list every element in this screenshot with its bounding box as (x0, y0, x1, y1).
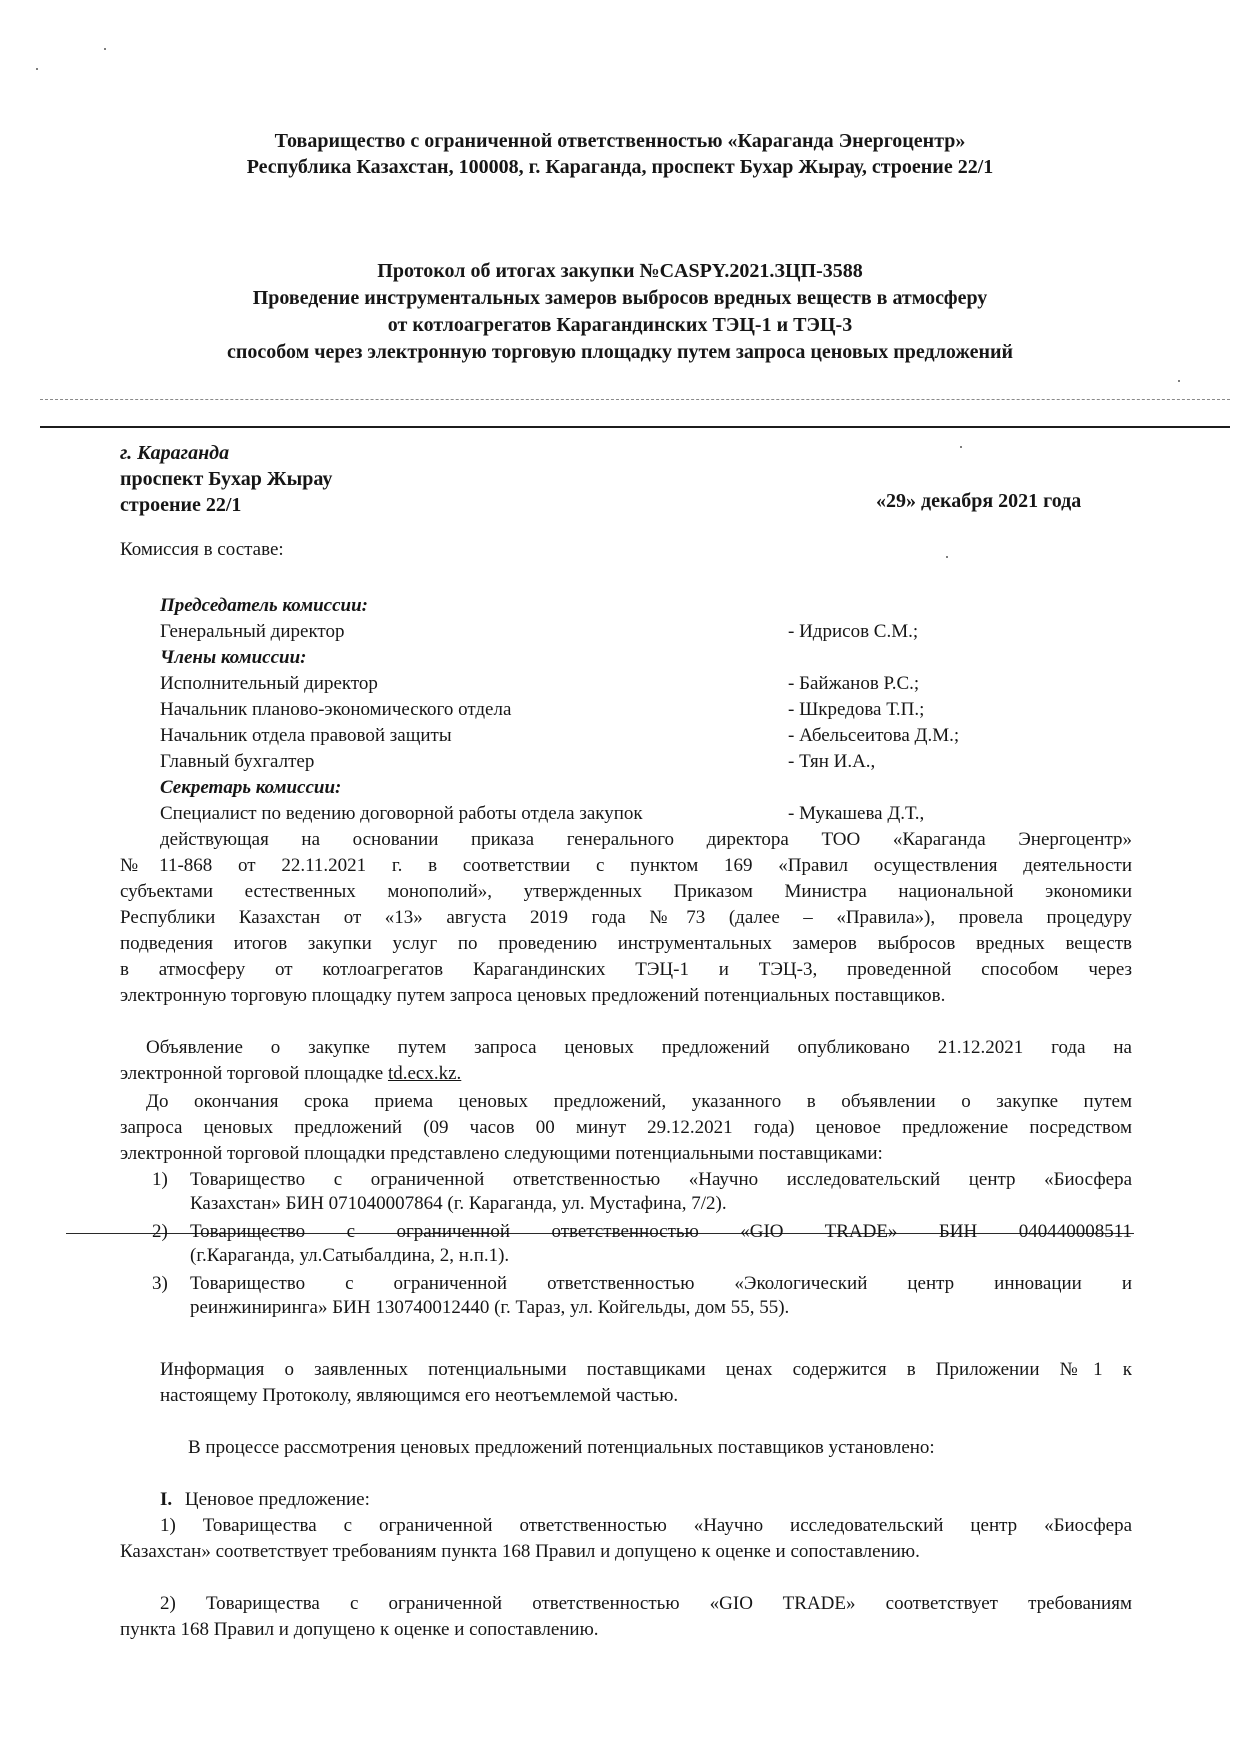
member-position: Начальник планово-экономического отдела (160, 699, 512, 720)
appendix-note-line: Информация о заявленных потенциальными поставщиками ценах содержится в Приложении №1 к (160, 1359, 1132, 1380)
protocol-title: Протокол об итогах закупки №CASPY.2021.ЗЦП-3588 (377, 260, 863, 282)
secretary-heading: Секретарь комиссии: (160, 777, 342, 798)
announcement-text: электронной торговой площадке (120, 1063, 388, 1084)
place-building: строение 22/1 (120, 494, 242, 516)
member-position: Исполнительный директор (160, 673, 378, 694)
protocol-date: «29» декабря 2021 года (876, 490, 1082, 512)
section-title: Ценовое предложение: (184, 1489, 370, 1510)
platform-link[interactable]: td.ecx.kz. (387, 1063, 462, 1084)
commission-row-member (160, 672, 1080, 696)
member-name: - Абельсеитова Д.М.; (788, 725, 960, 746)
place-city: г. Караганда (120, 442, 230, 464)
member-position: Главный бухгалтер (160, 751, 315, 772)
result-line: пункта 168 Правил и допущено к оценке и сопоставлению. (120, 1619, 599, 1640)
deadline-line: электронной торговой площадки представлено следующими потенциальными поставщиками: (120, 1143, 883, 1164)
supplier-line: Товарищество с ограниченной ответственностью «GIO TRADE» БИН 040440008511 (190, 1221, 1132, 1242)
protocol-subject: Проведение инструментальных замеров выбросов вредных веществ в атмосферу (252, 287, 988, 309)
members-heading: Члены комиссии: (160, 647, 307, 668)
announcement-line (120, 1062, 461, 1086)
commission-row-member (160, 698, 1080, 722)
commission-row-member (160, 724, 1080, 748)
body-paragraph-line: №11-868 от 22.11.2021 г. в соответствии с пунктом 169 «Правил осуществления деятельности (120, 855, 1132, 876)
body-paragraph-line: Республики Казахстан от «13» августа 2019 года №73 (далее – «Правила»), провела процедуру (120, 907, 1132, 928)
appendix-note-line: настоящему Протоколу, являющимся его неотъемлемой частью. (160, 1385, 679, 1406)
result-line: 1) Товарищества с ограниченной ответственностью «Научно исследовательский центр «Биосфера (160, 1515, 1132, 1536)
result-line: 2) Товарищества с ограниченной ответственностью «GIO TRADE» соответствует требованиям (160, 1593, 1132, 1614)
commission-row-secretary (160, 802, 1080, 826)
member-name: - Шкредова Т.П.; (788, 699, 925, 720)
place-street: проспект Бухар Жырау (120, 468, 333, 490)
protocol-subject-2: от котлоагрегатов Карагандинских ТЭЦ-1 и ТЭЦ-3 (387, 314, 853, 336)
body-paragraph-line: электронную торговую площадку путем запроса ценовых предложений потенциальных поставщиков. (120, 985, 946, 1006)
scan-speck (104, 48, 106, 50)
member-position: Специалист по ведению договорной работы отдела закупок (160, 803, 643, 824)
member-position: Начальник отдела правовой защиты (160, 725, 452, 746)
solid-divider (40, 426, 1230, 428)
member-name: - Тян И.А., (788, 751, 876, 772)
body-paragraph-line: подведения итогов закупки услуг по проведению инструментальных замеров выбросов вредных веществ (120, 933, 1132, 954)
list-number: 3) (152, 1273, 168, 1294)
review-intro: В процессе рассмотрения ценовых предложений потенциальных поставщиков установлено: (188, 1437, 935, 1458)
list-number: 1) (152, 1169, 168, 1190)
section-number: I. (160, 1489, 173, 1510)
supplier-line: Товарищество с ограниченной ответственностью «Экологический центр инновации и (190, 1273, 1132, 1294)
body-paragraph-line: действующая на основании приказа генерального директора ТОО «Караганда Энергоцентр» (160, 829, 1132, 850)
member-name: - Байжанов Р.С.; (788, 673, 920, 694)
member-position: Генеральный директор (160, 621, 345, 642)
scan-speck (1178, 380, 1180, 382)
scan-speck (36, 68, 38, 70)
commission-row-chair (160, 620, 1080, 644)
protocol-method: способом через электронную торговую площадку путем запроса ценовых предложений (226, 341, 1014, 363)
section-heading (160, 1488, 370, 1512)
scan-speck (960, 446, 962, 448)
supplier-line: Товарищество с ограниченной ответственностью «Научно исследовательский центр «Биосфера (190, 1169, 1132, 1190)
body-paragraph-line: субъектами естественных монополий», утвержденных Приказом Министра национальной экономики (120, 881, 1132, 902)
deadline-line: запроса ценовых предложений (09 часов 00 минут 29.12.2021 года) ценовое предложение посредством (120, 1117, 1132, 1138)
supplier-item (152, 1272, 1132, 1320)
org-name: Товарищество с ограниченной ответственностью «Караганда Энергоцентр» (274, 130, 966, 152)
list-number: 2) (152, 1221, 168, 1242)
result-line: Казахстан» соответствует требованиям пункта 168 Правил и допущено к оценке и сопоставлению. (120, 1541, 920, 1562)
supplier-item (152, 1168, 1132, 1216)
org-address: Республика Казахстан, 100008, г. Караганда, проспект Бухар Жырау, строение 22/1 (246, 156, 994, 178)
supplier-item (152, 1220, 1132, 1268)
deadline-line: До окончания срока приема ценовых предложений, указанного в объявлении о закупке путем (146, 1091, 1132, 1112)
member-name: - Идрисов С.М.; (788, 621, 919, 642)
supplier-line: (г.Караганда, ул.Сатыбалдина, 2, н.п.1). (190, 1245, 510, 1266)
commission-intro: Комиссия в составе: (120, 539, 284, 560)
dashed-divider (40, 399, 1230, 400)
supplier-line: реинжиниринга» БИН 130740012440 (г. Тараз, ул. Койгельды, дом 55, 55). (190, 1297, 790, 1318)
body-paragraph-line: в атмосферу от котлоагрегатов Карагандинских ТЭЦ-1 и ТЭЦ-3, проведенной способом через (120, 959, 1132, 980)
scan-speck (946, 556, 948, 558)
member-name: - Мукашева Д.Т., (788, 803, 925, 824)
chair-heading: Председатель комиссии: (160, 595, 368, 616)
commission-row-member (160, 750, 1080, 774)
announcement-line: Объявление о закупке путем запроса ценовых предложений опубликовано 21.12.2021 года на (146, 1037, 1132, 1058)
supplier-line: Казахстан» БИН 071040007864 (г. Караганда, ул. Мустафина, 7/2). (190, 1193, 727, 1214)
